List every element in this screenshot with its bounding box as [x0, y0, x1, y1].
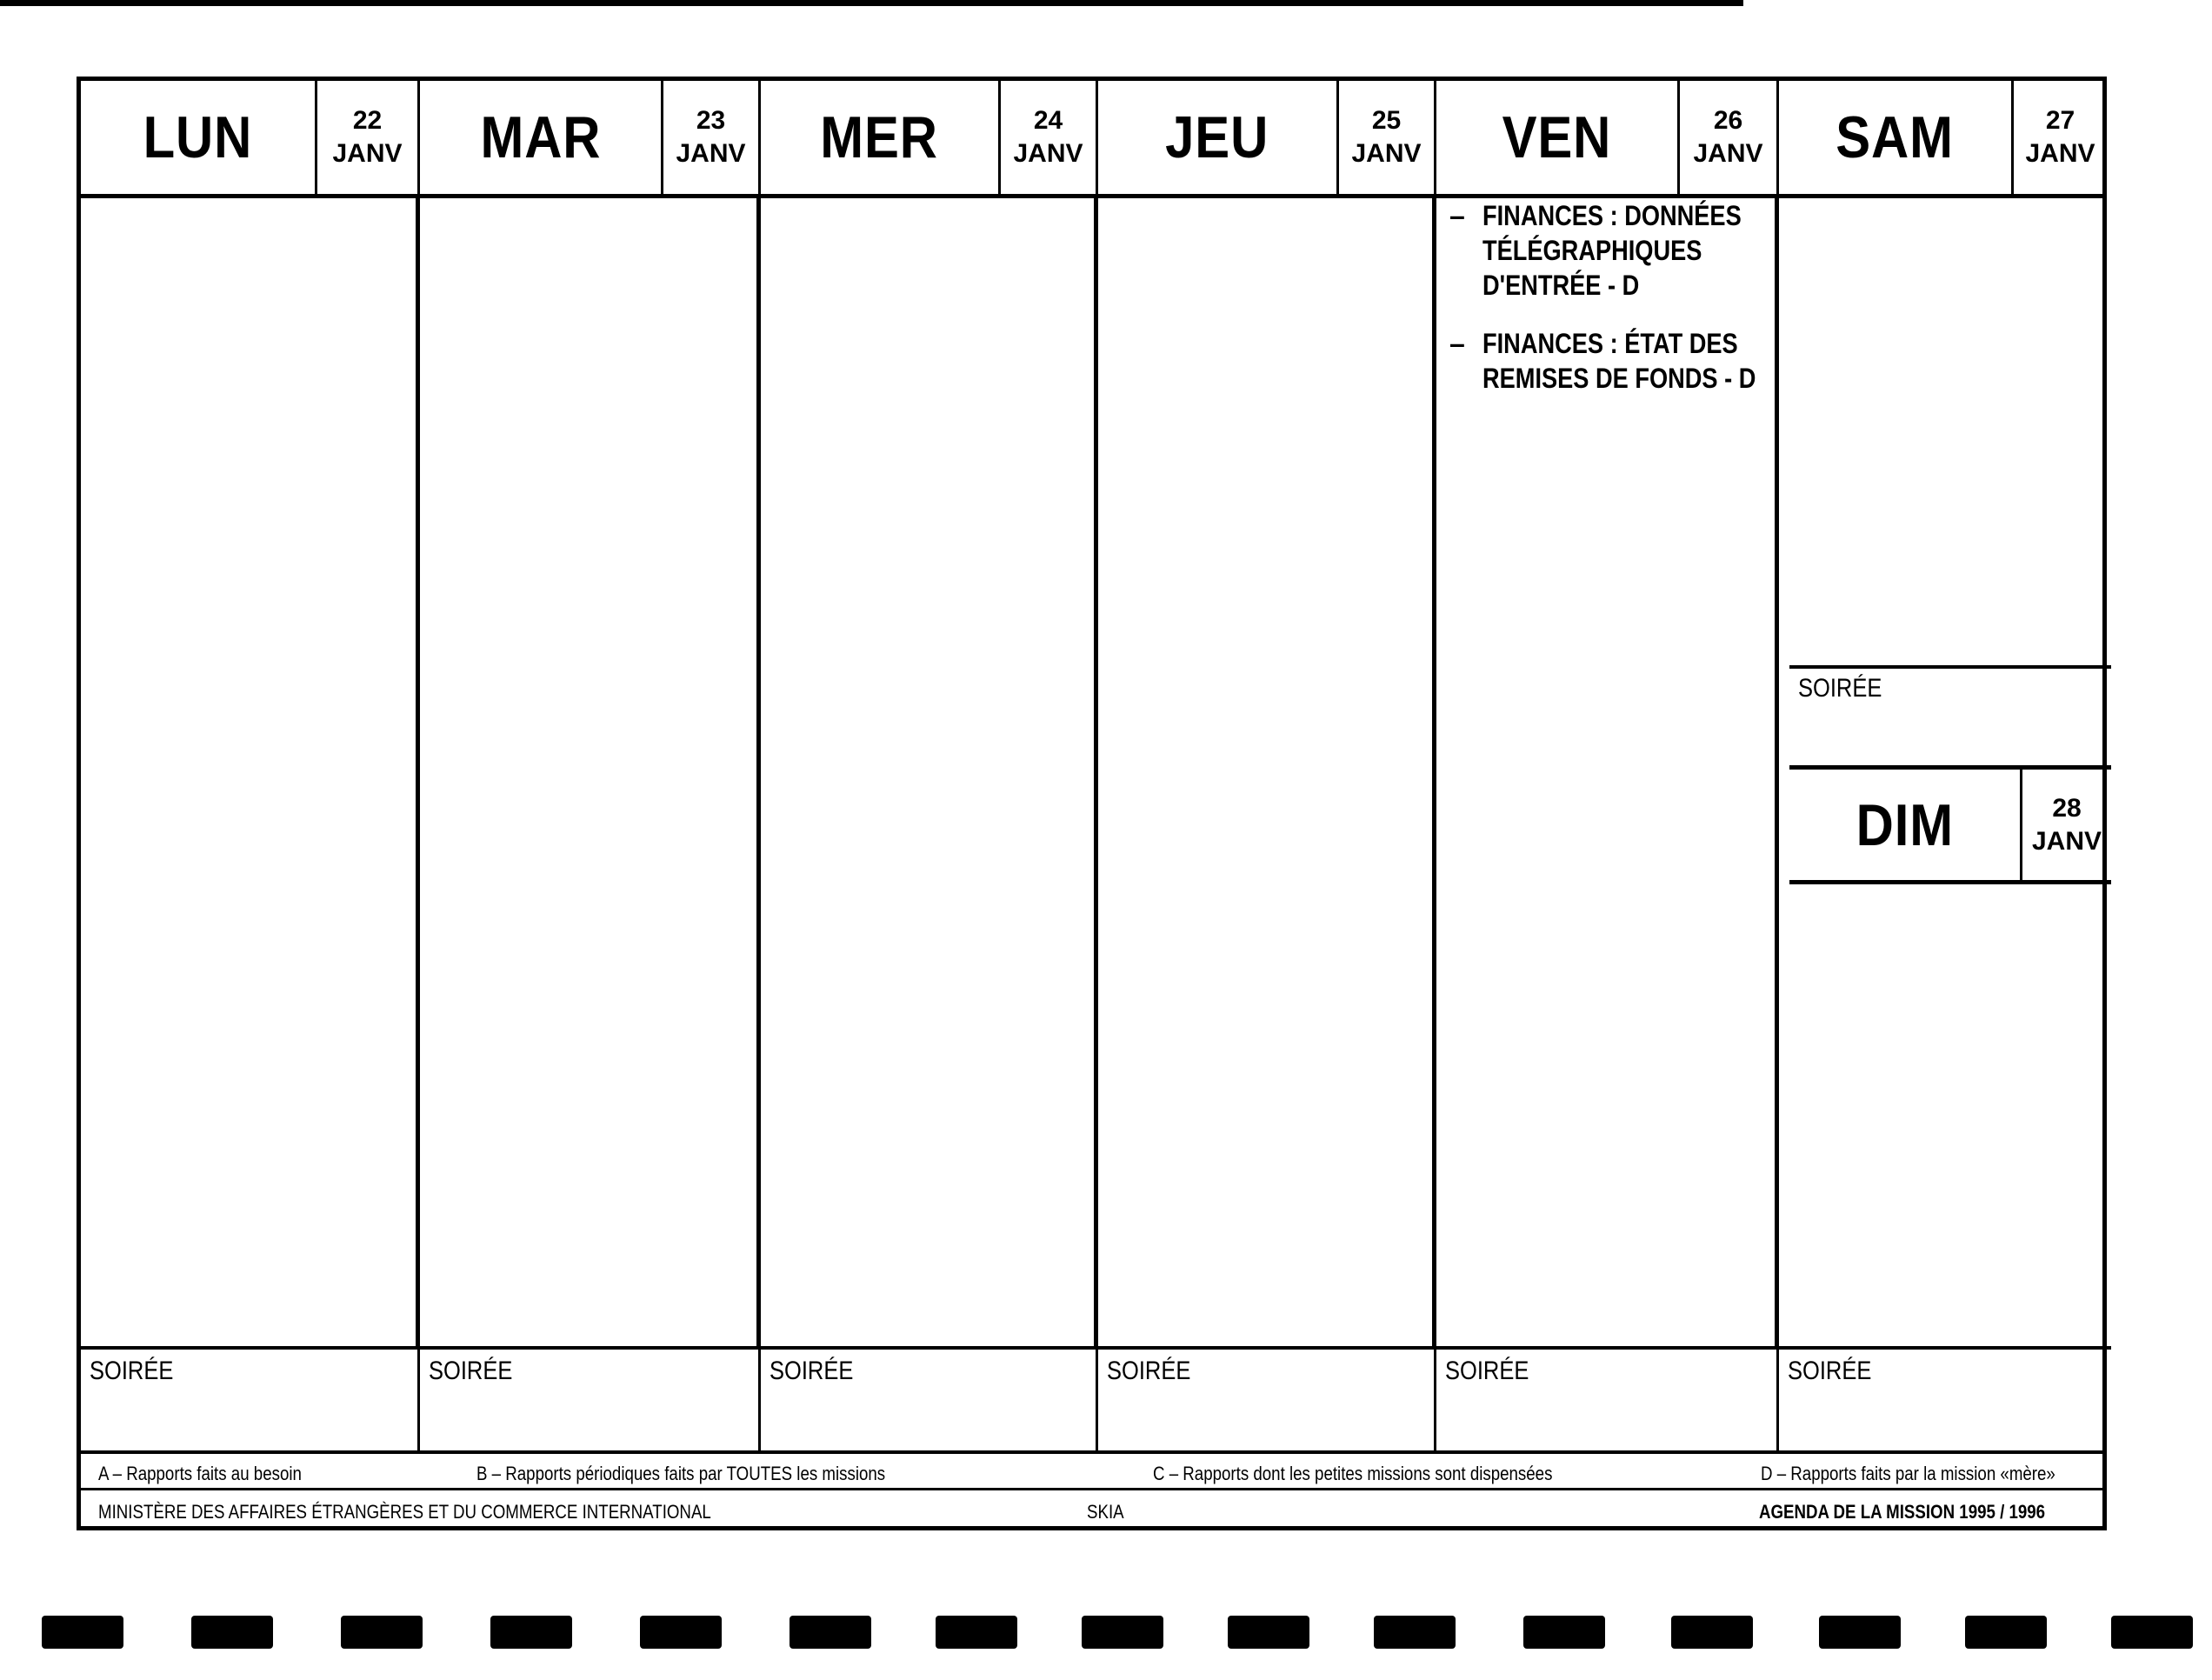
agenda-title: AGENDA DE LA MISSION 1995 / 1996 [1759, 1501, 2046, 1523]
weekly-agenda-sheet [77, 77, 2107, 1530]
legend-item-b: B – Rapports périodiques faits par TOUTES les missions [476, 1463, 886, 1484]
day-name: LUN [143, 104, 253, 170]
perforation-mark [2111, 1616, 2193, 1649]
day-header-lun [81, 81, 317, 198]
perforation-mark [936, 1616, 1017, 1649]
document-footer [81, 1490, 2102, 1530]
day-name: MAR [480, 104, 601, 170]
dim-name-box [1789, 770, 2022, 880]
entry-dash: – [1449, 200, 1465, 231]
day-column-lun[interactable] [81, 198, 420, 1346]
top-edge-bar [0, 0, 1743, 6]
day-header-dim [1789, 770, 2111, 884]
entry-dash: – [1449, 328, 1465, 359]
day-column-dim[interactable] [1779, 884, 2111, 1346]
legend-item-c: C – Rapports dont les petites missions sont dispensées [1153, 1463, 1553, 1484]
date-month: JANV [2025, 139, 2095, 168]
soiree-box-sam[interactable] [1789, 665, 2111, 770]
perforation-mark [42, 1616, 123, 1649]
date-box-lun [317, 81, 420, 198]
date-month: JANV [1693, 139, 1763, 168]
day-header-mer [761, 81, 1001, 198]
perforation-mark [1228, 1616, 1309, 1649]
perforation-mark [640, 1616, 722, 1649]
perforation-mark [490, 1616, 572, 1649]
date-month: JANV [332, 139, 403, 168]
entry-line: D'ENTRÉE - D [1482, 270, 1640, 301]
date-box-ven [1680, 81, 1779, 198]
soiree-box-jeu[interactable] [1098, 1346, 1436, 1450]
perforation-mark [341, 1616, 423, 1649]
form-code: SKIA [1087, 1501, 1124, 1523]
soiree-box-mar[interactable] [420, 1346, 761, 1450]
ven-entry-finances-etat [1449, 326, 1771, 404]
date-box-jeu [1339, 81, 1436, 198]
report-legend [81, 1450, 2102, 1490]
perforation-mark [1965, 1616, 2047, 1649]
day-column-jeu[interactable] [1098, 198, 1436, 1346]
date-month: JANV [676, 139, 746, 168]
soiree-box-lun[interactable] [81, 1346, 420, 1450]
perforation-mark [1671, 1616, 1753, 1649]
perforation-mark [1819, 1616, 1901, 1649]
day-name: JEU [1165, 104, 1269, 170]
soiree-label: SOIRÉE [1798, 674, 1882, 703]
entry-line: FINANCES : ÉTAT DES [1482, 328, 1738, 359]
soiree-box-mer[interactable] [761, 1346, 1098, 1450]
date-box-mar [663, 81, 761, 198]
perforation-mark [1523, 1616, 1605, 1649]
date-month: JANV [1013, 139, 1083, 168]
day-header-sam [1779, 81, 2014, 198]
date-number: 23 [696, 106, 726, 135]
soiree-box-ven[interactable] [1436, 1346, 1779, 1450]
date-box-dim [2022, 770, 2111, 880]
day-header-jeu [1098, 81, 1339, 198]
date-number: 22 [352, 106, 383, 135]
day-name: DIM [1856, 791, 1954, 858]
day-column-mar[interactable] [420, 198, 761, 1346]
date-number: 28 [2052, 793, 2082, 823]
perforation-mark [1082, 1616, 1163, 1649]
entry-line: REMISES DE FONDS - D [1482, 363, 1756, 394]
legend-item-d: D – Rapports faits par la mission «mère» [1761, 1463, 2055, 1484]
date-month: JANV [1351, 139, 1422, 168]
day-column-sam[interactable] [1779, 198, 2111, 665]
date-number: 24 [1033, 106, 1063, 135]
day-header-mar [420, 81, 663, 198]
soiree-label: SOIRÉE [429, 1357, 513, 1385]
day-name: MER [820, 104, 939, 170]
day-name: VEN [1502, 104, 1612, 170]
date-number: 25 [1371, 106, 1402, 135]
ven-entry-finances-donnees [1449, 198, 1771, 311]
date-box-mer [1001, 81, 1098, 198]
date-number: 27 [2045, 106, 2075, 135]
perforation-mark [790, 1616, 871, 1649]
day-name: SAM [1836, 104, 1955, 170]
date-box-sam [2014, 81, 2107, 198]
entry-line: TÉLÉGRAPHIQUES [1482, 235, 1702, 266]
legend-item-a: A – Rapports faits au besoin [98, 1463, 302, 1484]
date-month: JANV [2031, 826, 2102, 856]
day-column-mer[interactable] [761, 198, 1098, 1346]
soiree-label: SOIRÉE [90, 1357, 174, 1385]
date-number: 26 [1713, 106, 1743, 135]
perforation-mark [1374, 1616, 1456, 1649]
ministry-name: MINISTÈRE DES AFFAIRES ÉTRANGÈRES ET DU COMMERCE INTERNATIONAL [98, 1501, 711, 1523]
entry-line: FINANCES : DONNÉES [1482, 200, 1742, 231]
perforation-mark [191, 1616, 273, 1649]
soiree-box-dim[interactable] [1779, 1346, 2111, 1450]
soiree-label: SOIRÉE [1788, 1357, 1872, 1385]
day-header-ven [1436, 81, 1680, 198]
soiree-label: SOIRÉE [1107, 1357, 1191, 1385]
soiree-label: SOIRÉE [770, 1357, 854, 1385]
soiree-label: SOIRÉE [1445, 1357, 1529, 1385]
